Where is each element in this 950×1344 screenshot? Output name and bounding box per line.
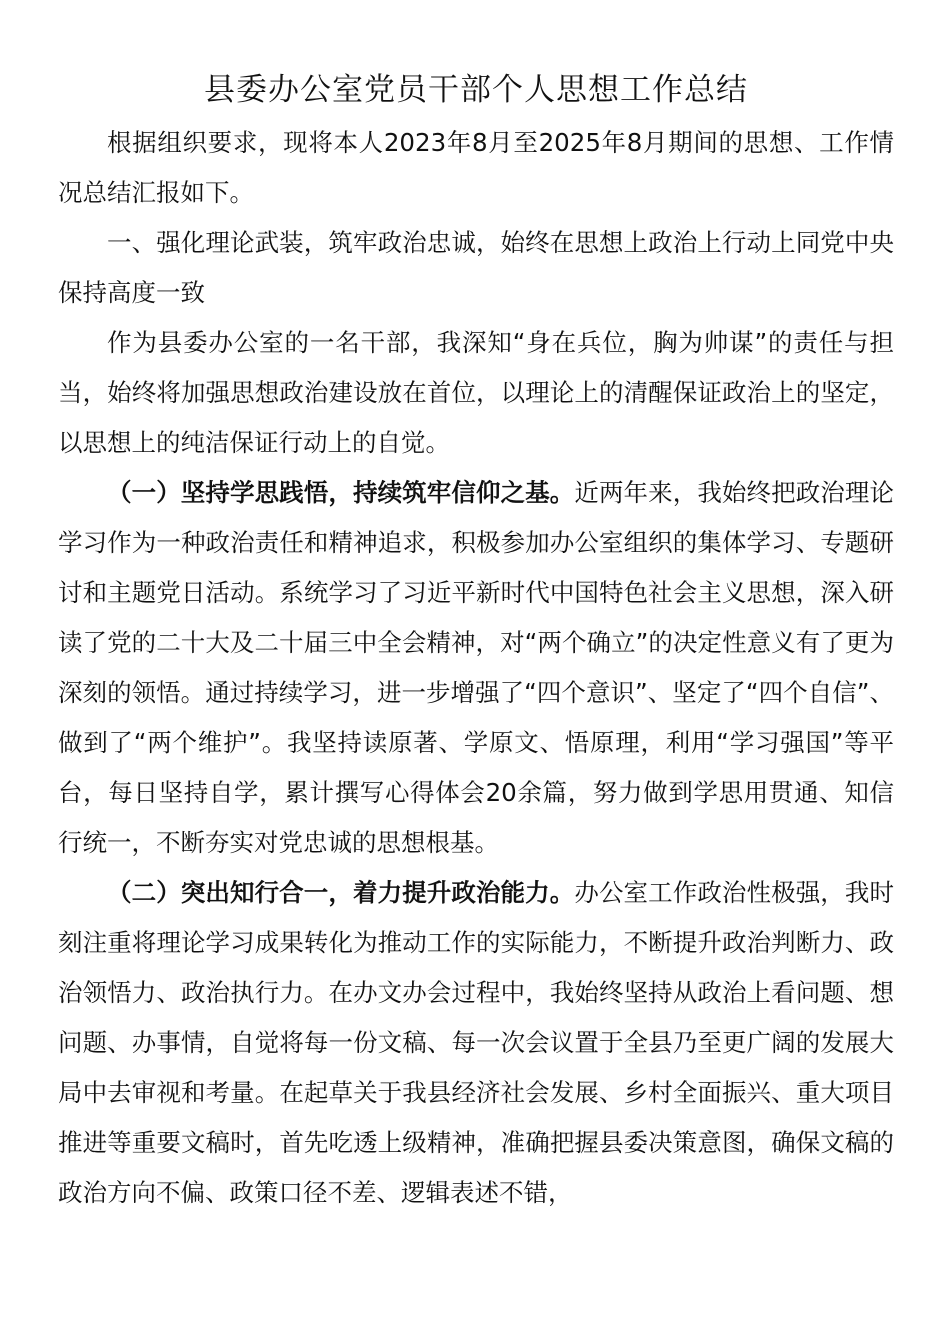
item-2-body: 办公室工作政治性极强，我时刻注重将理论学习成果转化为推动工作的实际能力，不断提升政治判断力、政治领悟力、政治执行力。在办文办会过程中，我始终坚持从政治上看问题、想问题、办事情，自觉将每一份文稿、每一次会议置于全县乃至更广阔的发展大局中去审视和考量。在起草关于我县经济社会发展、乡村全面振兴、重大项目推进等重要文稿时，首先吃透上级精神，准确把握县委决策意图，确保文稿的政治方向不偏、政策口径不差、逻辑表述不错， [58, 878, 895, 1207]
document-title: 县委办公室党员干部个人思想工作总结 [204, 72, 748, 108]
intro-paragraph: 根据组织要求，现将本人2023年8月至2025年8月期间的思想、工作情况总结汇报如下。 [58, 128, 894, 207]
item-2-paragraph [58, 868, 894, 1218]
item-1-paragraph [58, 468, 894, 868]
section-1-heading: 一、强化理论武装，筑牢政治忠诚，始终在思想上政治上行动上同党中央保持高度一致 [58, 228, 894, 307]
document-page [58, 62, 894, 1218]
section-1-body: 作为县委办公室的一名干部，我深知“身在兵位，胸为帅谋”的责任与担当，始终将加强思想政治建设放在首位，以理论上的清醒保证政治上的坚定，以思想上的纯洁保证行动上的自觉。 [58, 328, 894, 457]
item-1-lead: （一）坚持学思践悟，持续筑牢信仰之基。 [107, 478, 575, 507]
item-2-lead: （二）突出知行合一，着力提升政治能力。 [107, 878, 575, 907]
item-1-body: 近两年来，我始终把政治理论学习作为一种政治责任和精神追求，积极参加办公室组织的集体学习、专题研讨和主题党日活动。系统学习了习近平新时代中国特色社会主义思想，深入研读了党的二十大及二十届三中全会精神，对“两个确立”的决定性意义有了更为深刻的领悟。通过持续学习，进一步增强了“四个意识”、坚定了“四个自信”、做到了“两个维护”。我坚持读原著、学原文、悟原理，利用“学习强国”等平台，每日坚持自学，累计撰写心得体会20余篇，努力做到学思用贯通、知信行统一，不断夯实对党忠诚的思想根基。 [58, 478, 895, 857]
